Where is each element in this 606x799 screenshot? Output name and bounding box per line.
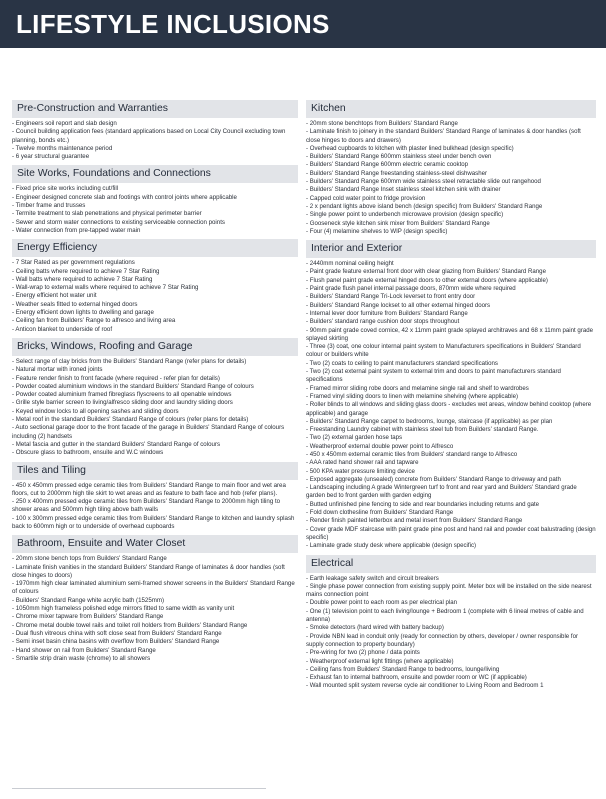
right-column [306, 100, 596, 695]
inclusion-item: - Flush panel paint grade external hinged doors to other external doors (where applicable) [306, 276, 548, 284]
section-heading: Energy Efficiency [12, 239, 298, 257]
inclusion-item: - Weather seals fitted to external hinged doors [12, 300, 138, 308]
inclusion-item: - Landscaping including A grade Wintergreen turf to front and rear yard and Builders' Standard grade garden bed to front garden with garden edging [306, 484, 577, 500]
inclusion-item: - Laminate grade study desk where applicable (design specific) [306, 542, 477, 550]
inclusion-item: - Fold down clothesline from Builders' Standard Range [306, 509, 454, 517]
inclusion-list [12, 118, 298, 161]
inclusion-item: - Select range of clay bricks from the Builders' Standard Range (refer plans for details) [12, 357, 247, 365]
inclusion-item: - Anticon blanket to underside of roof [12, 325, 113, 333]
inclusion-item: - Smartile strip drain waste (chrome) to all showers [12, 654, 151, 662]
title-banner [0, 0, 606, 48]
inclusion-item: - Paint grade flush panel internal passage doors, 870mm wide where required [306, 285, 516, 293]
section-site-works-foundations-and-connections [12, 165, 298, 235]
inclusion-item: - Termite treatment to slab penetrations and physical perimeter barrier [12, 210, 202, 218]
inclusion-item: - 20mm stone bench tops from Builders' Standard Range [12, 555, 167, 563]
inclusion-item: - Fixed price site works including cut/fill [12, 185, 119, 193]
section-interior-and-exterior [306, 240, 596, 550]
inclusion-item: - Auto sectional garage door to the front facade of the garage in Builders' Standard Range of colours including (2) handsets [12, 424, 285, 440]
inclusion-item: - Ceiling batts where required to achieve 7 Star Rating [12, 267, 160, 275]
inclusion-item: - Capped cold water point to fridge provision [306, 194, 426, 202]
inclusion-item: - Energy efficient down lights to dwelling and garage [12, 309, 154, 317]
inclusion-item: - Builders' standard range cushion door stops throughout [306, 318, 460, 326]
inclusion-item: - 250 x 400mm pressed edge ceramic tiles from Builders' Standard Range to 2000mm high tiling to shower areas and 500mm high tiling above bath walls [12, 498, 281, 514]
inclusion-item: - Wall-wrap to external walls where required to achieve 7 Star Rating [12, 284, 199, 292]
inclusion-item: - Earth leakage safety switch and circuit breakers [306, 574, 439, 582]
inclusion-item: - 500 KPA water pressure limiting device [306, 467, 415, 475]
inclusion-item: - Internal lever door furniture from Builders' Standard Range [306, 309, 468, 317]
inclusion-item: - Builders' Standard Range 600mm electric ceramic cooktop [306, 161, 469, 169]
inclusion-item: - Powder coated aluminium windows in the standard Builders' Standard Range of colours [12, 382, 254, 390]
section-heading: Bathroom, Ensuite and Water Closet [12, 535, 298, 553]
section-electrical [306, 555, 596, 691]
inclusion-item: - Wall mounted split system reverse cycle air conditioner to Living Room and Bedroom 1 [306, 682, 544, 690]
inclusion-item: - Wall batts where required to achieve 7 Star Rating [12, 275, 153, 283]
inclusion-item: - Weatherproof external double power point to Alfresco [306, 442, 454, 450]
inclusion-item: - 100 x 300mm pressed edge ceramic tiles from Builders' Standard Range to kitchen and laundry splash back to 600mm high or to underside of overhead cupboards [12, 514, 295, 530]
inclusion-list [12, 480, 298, 532]
section-heading: Bricks, Windows, Roofing and Garage [12, 338, 298, 356]
inclusion-item: - 2 x pendant lights above island bench (design specific) from Builders' Standard Range [306, 202, 543, 210]
inclusion-item: - Four (4) melamine shelves to WIP (design specific) [306, 227, 448, 235]
inclusion-item: - Two (2) coat external paint system to external trim and doors to paint manufacturers standard specifications [306, 368, 561, 384]
inclusion-item: - Weatherproof external light fittings (where applicable) [306, 657, 454, 665]
inclusion-item: - Single power point to underbench microwave provision (design specific) [306, 211, 504, 219]
page-title: LIFESTYLE INCLUSIONS [16, 9, 330, 39]
inclusion-item: - Timber frame and trusses [12, 202, 86, 210]
inclusion-item: - Framed mirror sliding robe doors and melamine single rail and shelf to wardrobes [306, 384, 529, 392]
inclusion-item: - Builders' Standard Range white acrylic bath (1525mm) [12, 596, 165, 604]
inclusion-list [12, 183, 298, 235]
inclusion-list [12, 553, 298, 663]
inclusion-item: - Overhead cupboards to kitchen with plaster lined bulkhead (design specific) [306, 144, 514, 152]
inclusion-item: - Ceiling fans from Builders' Standard Range to bedrooms, lounge/living [306, 665, 500, 673]
inclusion-item: - 1970mm high clear laminated aluminium semi-framed shower screens in the Builders' Standard Range of colours [12, 580, 295, 596]
inclusion-item: - Metal fascia and gutter in the standard Builders' Standard Range of colours [12, 440, 221, 448]
inclusion-item: - Paint grade feature external front door with clear glazing from Builders' Standard Range [306, 268, 546, 276]
inclusion-item: - 7 Star Rated as per government regulations [12, 259, 135, 267]
section-heading: Pre-Construction and Warranties [12, 100, 298, 118]
inclusion-item: - Powder coated aluminium framed fibreglass flyscreens to all openable windows [12, 391, 232, 399]
inclusion-item: - Laminate finish to joinery in the standard Builders' Standard Range of laminates & door handles (soft close hinges to doors and drawers) [306, 128, 581, 144]
inclusion-item: - 2440mm nominal ceiling height [306, 260, 394, 268]
inclusion-item: - Chrome metal double towel rails and toilet roll holders from Builders' Standard Range [12, 621, 248, 629]
inclusion-item: - Exposed aggregate (unsealed) concrete from Builders' Standard Range to driveway and path [306, 475, 561, 483]
inclusion-list [306, 258, 596, 550]
inclusion-list [306, 118, 596, 236]
inclusion-item: - Builders' Standard Range Inset stainless steel kitchen sink with drainer [306, 186, 501, 194]
inclusion-item: - Render finish painted letterbox and metal insert from Builders' Standard Range [306, 517, 523, 525]
section-pre-construction-and-warranties [12, 100, 298, 161]
inclusion-item: - Cover grade MDF staircase with paint grade pine post and hand rail and powder coat balustrading (design specific) [306, 525, 596, 541]
inclusion-item: - Single phase power connection from existing supply point. Meter box will be installed on the side nearest mains connection point [306, 582, 592, 599]
inclusion-item: - Hand shower on rail from Builders' Standard Range [12, 646, 156, 654]
inclusion-item: - Builders' Standard Range lockset to all other external hinged doors [306, 301, 491, 309]
inclusion-item: - Chrome mixer tapware from Builders' Standard Range [12, 613, 164, 621]
inclusion-item: - Twelve months maintenance period [12, 144, 113, 152]
section-heading: Tiles and Tiling [12, 462, 298, 480]
inclusion-item: - Engineer designed concrete slab and footings with control joints where applicable [12, 193, 237, 201]
inclusion-item: - Butted unfinished pine fencing to side and rear boundaries including returns and gate [306, 500, 540, 508]
inclusion-item: - Framed vinyl sliding doors to linen with melamine shelving (where applicable) [306, 392, 519, 400]
inclusion-item: - Smoke detectors (hard wired with battery backup) [306, 624, 444, 632]
inclusion-item: - 90mm paint grade coved cornice, 42 x 11mm paint grade splayed architraves and 68 x 11mm paint grade splayed skirting [306, 326, 594, 342]
inclusion-item: - Laminate finish vanities in the standard Builders' Standard Range of laminates & door handles (soft close hinges to doors) [12, 563, 285, 579]
inclusion-item: - 6 year structural guarantee [12, 153, 90, 161]
inclusion-item: - Feature render finish to front facade (where required - refer plan for details) [12, 374, 220, 382]
inclusion-item: - Natural mortar with ironed joints [12, 366, 103, 374]
inclusion-item: - Builders' Standard Range Tri-Lock leverset to front entry door [306, 293, 476, 301]
inclusion-item: - 450 x 450mm pressed edge ceramic tiles from Builders' Standard Range to main floor and wet area floors, cut to 2000mm high tile skirt to wet areas and as feature to bath face and hob (refer plans). [12, 481, 286, 497]
inclusion-item: - Dual flush vitreous china with soft close seat from Builders' Standard Range [12, 629, 222, 637]
section-heading: Interior and Exterior [306, 240, 596, 258]
section-heading: Electrical [306, 555, 596, 573]
inclusion-item: - Gooseneck style kitchen sink mixer from Builders' Standard Range [306, 219, 490, 227]
inclusion-list [12, 356, 298, 458]
inclusion-item: - Ceiling fan from Builders' Range to alfresco and living area [12, 317, 176, 325]
section-energy-efficiency [12, 239, 298, 334]
inclusion-item: - Builders' Standard Range freestanding stainless-steel dishwasher [306, 169, 488, 177]
section-tiles-and-tiling [12, 462, 298, 532]
left-column [12, 100, 298, 667]
inclusion-item: - Exhaust fan to internal bathroom, ensuite and powder room or WC (if applicable) [306, 674, 527, 682]
inclusion-item: - Keyed window locks to all opening sashes and sliding doors [12, 407, 179, 415]
bottom-divider [12, 788, 266, 789]
inclusion-item: - Roller blinds to all windows and sliding glass doors - excludes wet areas, window behind cooktop (where applicable) and garage [306, 401, 592, 417]
inclusion-item: - 1050mm high frameless polished edge mirrors fitted to same width as vanity unit [12, 605, 235, 613]
inclusion-list [12, 257, 298, 334]
inclusion-item: - 20mm stone benchtops from Builders' Standard Range [306, 120, 458, 127]
inclusion-item: - Freestanding Laundry cabinet with stainless steel tub from Builders' standard Range. [306, 426, 539, 434]
inclusion-item: - Provide NBN lead in conduit only (ready for connection by others, developer / owner responsible for supply connection to property boundary) [306, 632, 578, 648]
inclusion-item: - Two (2) external garden hose taps [306, 434, 403, 442]
inclusion-item: - Water connection from pre-tapped water main [12, 226, 141, 234]
section-bricks-windows-roofing-and-garage [12, 338, 298, 458]
section-kitchen [306, 100, 596, 236]
inclusion-item: - Obscure glass to bathroom, ensuite and W.C windows [12, 449, 164, 457]
inclusion-item: - One (1) television point to each living/lounge + Bedroom 1 (complete with 6 lineal metres of cable and antenna) [306, 607, 584, 624]
inclusion-item: - Energy efficient hot water unit [12, 292, 97, 300]
inclusion-item: - Grille style barrier screen to living/alfresco sliding door and laundry sliding doors [12, 399, 233, 407]
inclusion-item: - Builders' Standard Range 600mm wide stainless steel retractable slide out rangehood [306, 178, 541, 186]
inclusion-item: - Builders' Standard Range 600mm stainless steel under bench oven [306, 153, 492, 161]
section-heading: Kitchen [306, 100, 596, 118]
section-heading: Site Works, Foundations and Connections [12, 165, 298, 183]
inclusion-item: - Metal roof in the standard Builders' Standard Range of colours (refer plans for details) [12, 416, 249, 424]
inclusion-item: - Pre-wiring for two (2) phone / data points [306, 649, 420, 657]
inclusion-item: - Three (3) coat, one colour internal paint system to Manufacturers specifications in Builders' Standard colour or builders white [306, 343, 581, 359]
inclusion-item: - Two (2) coats to ceiling to paint manufacturers standard specifications [306, 359, 498, 367]
inclusion-list [306, 573, 596, 691]
inclusion-item: - Double power point to each room as per electrical plan [306, 599, 458, 607]
inclusion-item: - Builders' Standard Range carpet to bedrooms, lounge, staircase (if applicable) as per plan [306, 417, 553, 425]
inclusion-item: - Engineers soil report and slab design [12, 120, 117, 127]
inclusion-item: - Council building application fees (standard applications based on Local City Council excluding town planning, bonds etc.) [12, 128, 286, 144]
inclusion-item: - 450 x 450mm external ceramic tiles from Builders' standard range to Alfresco [306, 450, 518, 458]
inclusion-item: - Semi inset basin china basins with overflow from Builders' Standard Range [12, 638, 220, 646]
inclusion-item: - AAA rated hand shower rail and tapware [306, 459, 419, 467]
section-bathroom-ensuite-and-water-closet [12, 535, 298, 663]
inclusion-item: - Sewer and storm water connections to existing serviceable connection points [12, 218, 225, 226]
